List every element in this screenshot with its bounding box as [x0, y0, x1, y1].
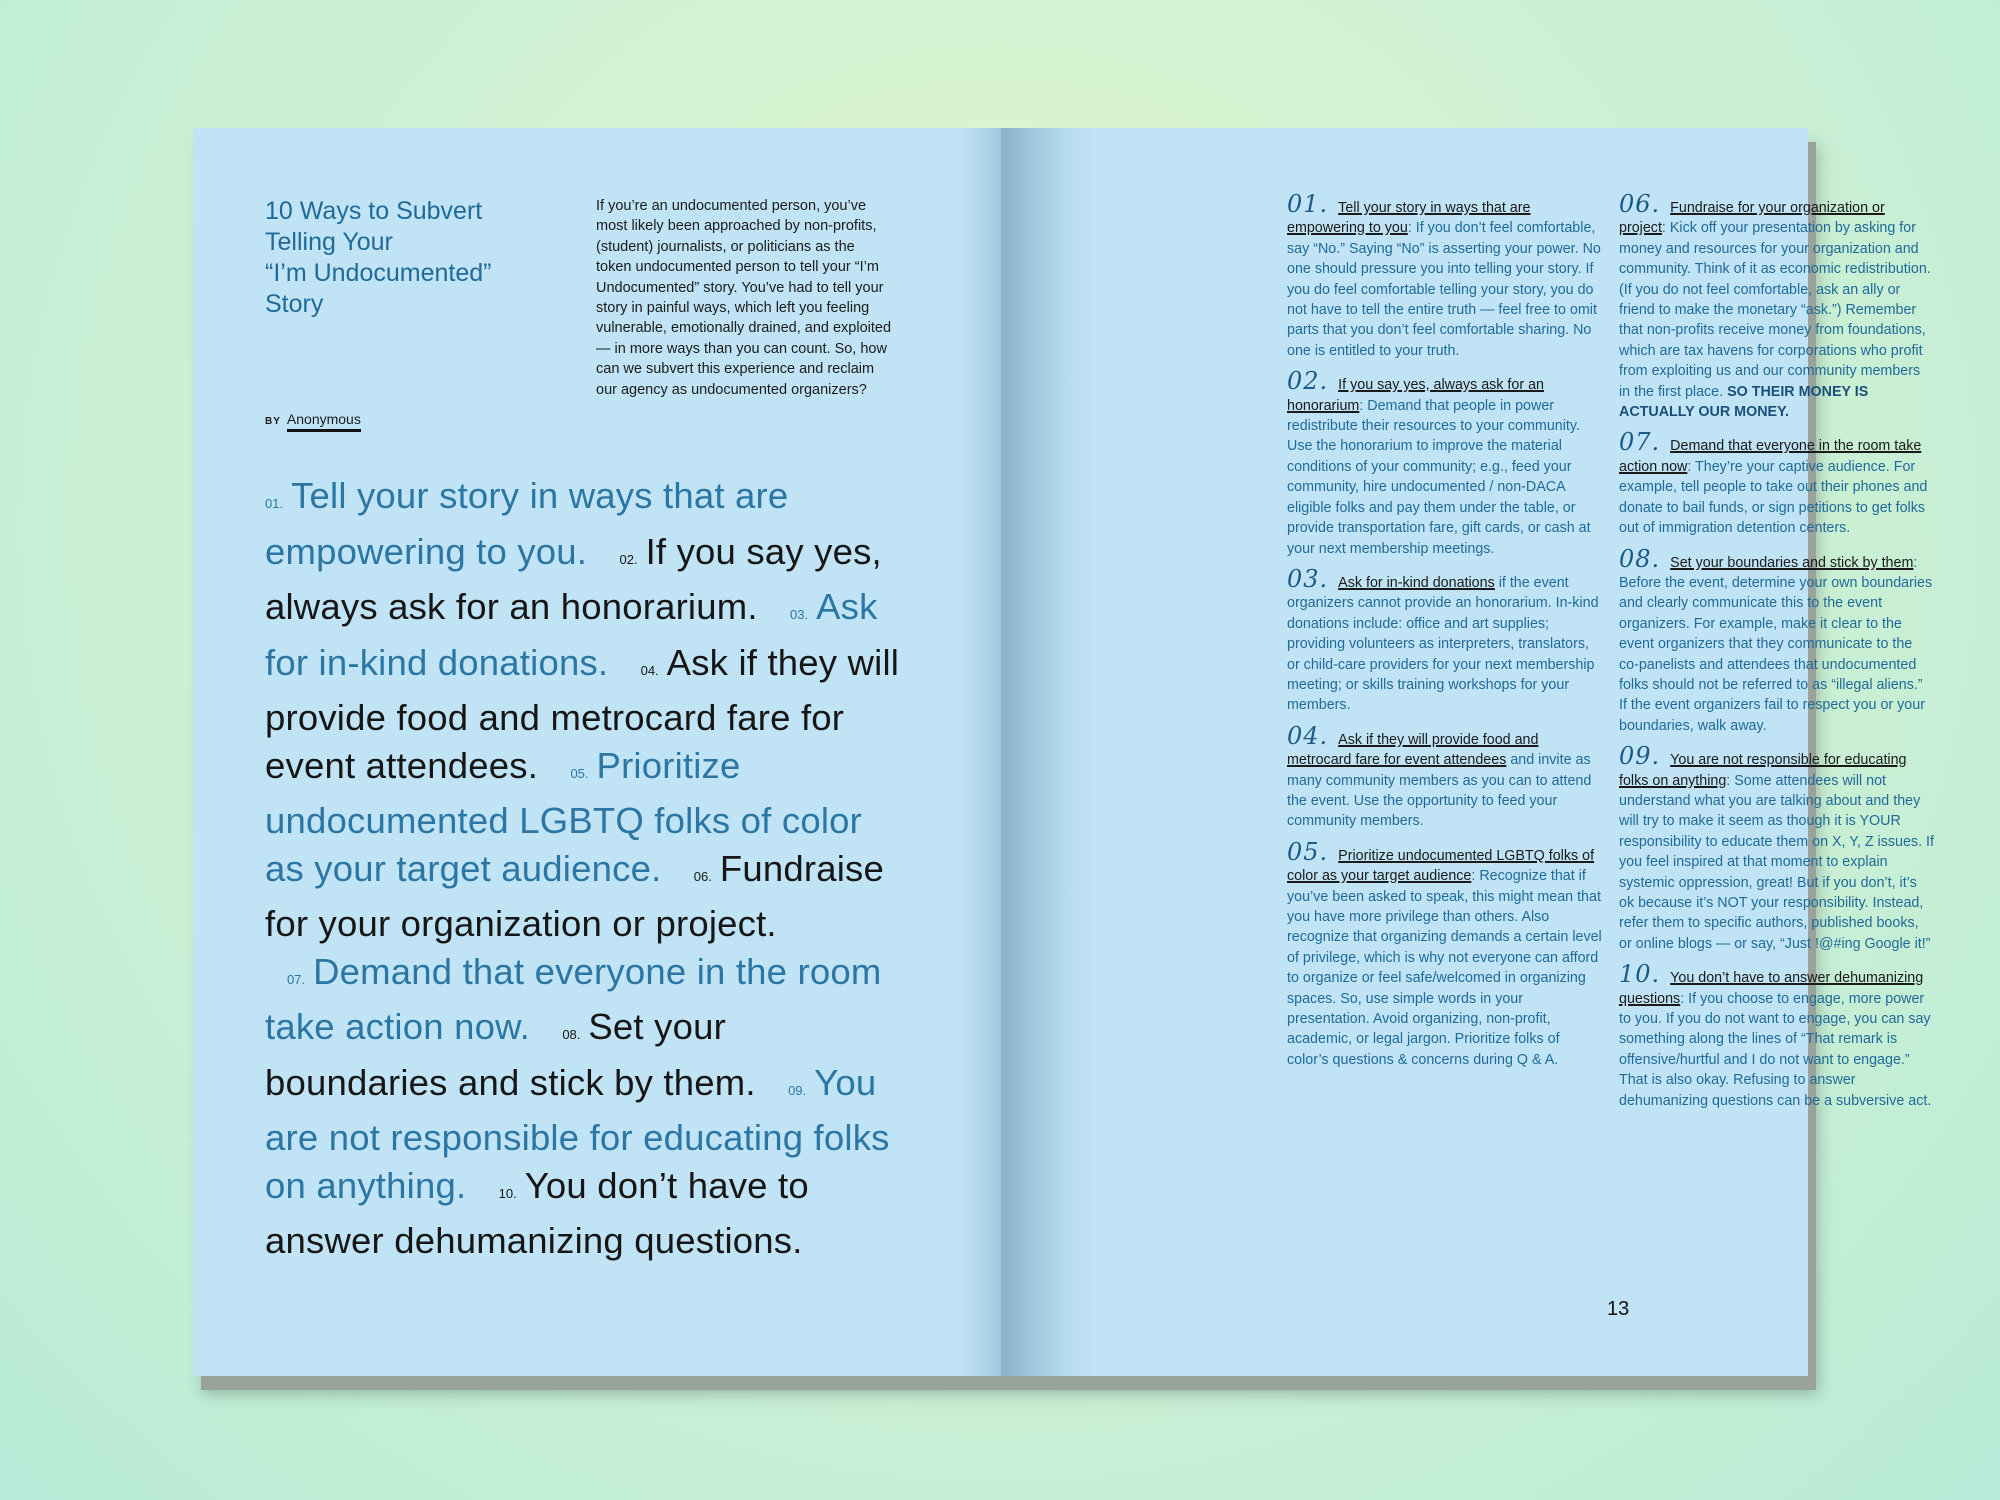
item-text: Ask if they will provide food and metrocard fare for event attendees. — [265, 641, 900, 786]
item-number: 06. — [693, 868, 712, 884]
detail-entry — [1619, 428, 1934, 538]
entry-heading: You are not responsible for educating folks on anything — [1619, 752, 1907, 789]
entry-body: : Some attendees will not understand what you are talking about and they will try to make it seem as though it is YOUR responsibility to educate them on X, Y, Z issues. If you feel inspired at that moment to explain systemic oppression, great! But if you don’t, it’s ok because it’s NOT your responsibility. Instead, refer them to specific authors, published books, or online blogs — or say, “Just !@#ing Google it!” — [1619, 772, 1934, 952]
entry-heading: If you say yes, always ask for an honorarium — [1287, 377, 1544, 414]
entry-body: : Kick off your presentation by asking for money and resources for your organization and community. Think of it as economic redistribution. (If you do not feel comfortable, ask an ally or friend to make the monetary “ask.”) Remember that non-profits receive money from foundations, which are tax havens for corporations who profit from exploiting us and our community members in the first place. — [1619, 220, 1931, 400]
entry-heading: Ask for in-kind donations — [1338, 574, 1495, 591]
item-number: 01. — [265, 496, 284, 511]
entry-body: : If you choose to engage, more power to you. If you do not want to engage, you can say something along the lines of “That remark is offensive/hurtful and I do not want to engage.” That is also okay. Refusing to answer dehumanizing questions can be a subversive act. — [1619, 990, 1932, 1109]
detail-entry — [1619, 742, 1934, 954]
item-text: Demand that everyone in the room take action now. — [265, 950, 882, 1047]
entry-emphasis: SO THEIR MONEY IS ACTUALLY OUR MONEY. — [1619, 383, 1869, 421]
entry-heading: Set your boundaries and stick by them — [1670, 554, 1914, 571]
detail-column-left — [1287, 190, 1602, 1080]
detail-entry — [1287, 564, 1602, 716]
summary-list — [265, 472, 905, 1265]
detail-entry — [1287, 190, 1602, 361]
left-page — [193, 128, 1001, 1376]
detail-column-right — [1619, 190, 1934, 1121]
entry-body: if the event organizers cannot provide an honorarium. In-kind donations include: office and art supplies; providing volunteers as interpreters, translators, or child-care providers for your next membership meeting; or skills training workshops for your members. — [1287, 574, 1599, 714]
entry-heading: Fundraise for your organization or project — [1619, 200, 1885, 237]
handwritten-number: 08. — [1619, 544, 1661, 573]
author-name: Anonymous — [287, 411, 361, 432]
item-text: Prioritize undocumented LGBTQ folks of color as your target audience. — [265, 744, 862, 889]
entry-heading: Ask if they will provide food and metrocard fare for event attendees — [1287, 731, 1539, 769]
item-text: You don’t have to answer dehumanizing questions. — [265, 1164, 809, 1261]
entry-heading: Tell your story in ways that are empowering to you — [1287, 200, 1531, 237]
item-number: 03. — [790, 607, 809, 622]
byline — [265, 411, 361, 427]
handwritten-number: 09. — [1619, 742, 1661, 771]
right-page — [1001, 128, 1934, 1376]
byline-label: BY — [265, 416, 281, 427]
item-text: Tell your story in ways that are empowering to you. — [265, 475, 789, 572]
detail-entry — [1287, 721, 1602, 832]
detail-entry — [1287, 837, 1602, 1070]
entry-heading: Prioritize undocumented LGBTQ folks of color as your target audience — [1287, 847, 1595, 885]
detail-entry — [1619, 544, 1934, 737]
entry-body: : Recognize that if you’ve been asked to speak, this might mean that you have more privilege than others. Also recognize that organizing demands a certain level of privilege, which is why not everyone can afford to organize or feel safe/welcomed in organizing spaces. So, use simple words in your presentation. Avoid organizing, non-profit, academic, or legal jargon. Prioritize folks of color’s questions & concerns during Q & A. — [1287, 868, 1602, 1068]
magazine-spread — [193, 128, 1934, 1376]
title-line: “I’m Undocumented” — [265, 259, 492, 287]
item-number: 02. — [619, 551, 638, 567]
title-line: Story — [265, 290, 324, 318]
entry-heading: You don’t have to answer dehumanizing questions — [1619, 970, 1924, 1007]
article-title — [265, 196, 555, 320]
page-number: 13 — [1607, 1298, 1630, 1320]
item-text: You are not responsible for educating folks on anything. — [265, 1061, 890, 1206]
item-text: Set your boundaries and stick by them. — [265, 1006, 756, 1103]
handwritten-number: 10. — [1619, 960, 1661, 989]
item-text: Ask for in-kind donations. — [265, 586, 878, 683]
item-text: Fundraise for your organization or project. — [265, 847, 884, 944]
item-number: 05. — [570, 765, 589, 781]
title-line: 10 Ways to Subvert — [265, 197, 483, 225]
entry-heading: Demand that everyone in the room take action now — [1619, 438, 1922, 475]
handwritten-number: 01. — [1287, 190, 1329, 218]
handwritten-number: 02. — [1287, 367, 1329, 396]
entry-body: and invite as many community members as you can to attend the event. Use the opportunity to feed your community members. — [1287, 752, 1592, 830]
entry-body: : They’re your captive audience. For example, tell people to take out their phones and donate to bail funds, or sign petitions to get folks out of immigration detention centers. — [1619, 458, 1928, 537]
item-number: 07. — [287, 971, 306, 987]
entry-body: : If you don’t feel comfortable, say “No.” Saying “No” is asserting your power. No one should pressure you into telling your story. If you do feel comfortable telling your story, you do not have to tell the entire truth — feel free to omit parts that you don’t feel comfortable sharing. No one is entitled to your truth. — [1287, 220, 1601, 359]
handwritten-number: 07. — [1619, 428, 1661, 457]
handwritten-number: 05. — [1287, 837, 1329, 866]
item-number: 08. — [562, 1027, 581, 1042]
title-line: Telling Your — [265, 228, 393, 256]
item-number: 04. — [640, 662, 659, 678]
entry-body: : Demand that people in power redistribute their resources to your community. Use the honorarium to improve the material conditions of your community; e.g., feed your community, hire undocumented / non-DACA eligible folks and pay them under the table, or provide transportation fare, gift cards, or cash at your next membership meetings. — [1287, 397, 1591, 557]
detail-entry — [1619, 960, 1934, 1111]
intro-paragraph: If you’re an undocumented person, you’ve most likely been approached by non-profits, (student) journalists, or politicians as the token undocumented person to tell your “I’m Undocumented” story. You’ve had to tell your story in painful ways, which left you feeling vulnerable, emotionally drained, and exploited — in more ways than you can count. So, how can we subvert this experience and reclaim our agency as undocumented organizers? — [596, 198, 892, 398]
item-number: 10. — [498, 1185, 517, 1201]
handwritten-number: 04. — [1287, 721, 1329, 750]
detail-entry — [1619, 190, 1934, 422]
entry-body: : Before the event, determine your own boundaries and clearly communicate this to the event organizers. For example, make it clear to the event organizers that they communicate to the co-panelists and attendees that undocumented folks should not be referred to as “illegal aliens.” If the event organizers fail to respect you or your boundaries, walk away. — [1619, 554, 1933, 734]
item-text: If you say yes, always ask for an honorarium. — [265, 530, 882, 627]
item-number: 09. — [788, 1082, 807, 1098]
detail-entry — [1287, 367, 1602, 559]
handwritten-number: 06. — [1619, 190, 1661, 218]
handwritten-number: 03. — [1287, 564, 1329, 593]
